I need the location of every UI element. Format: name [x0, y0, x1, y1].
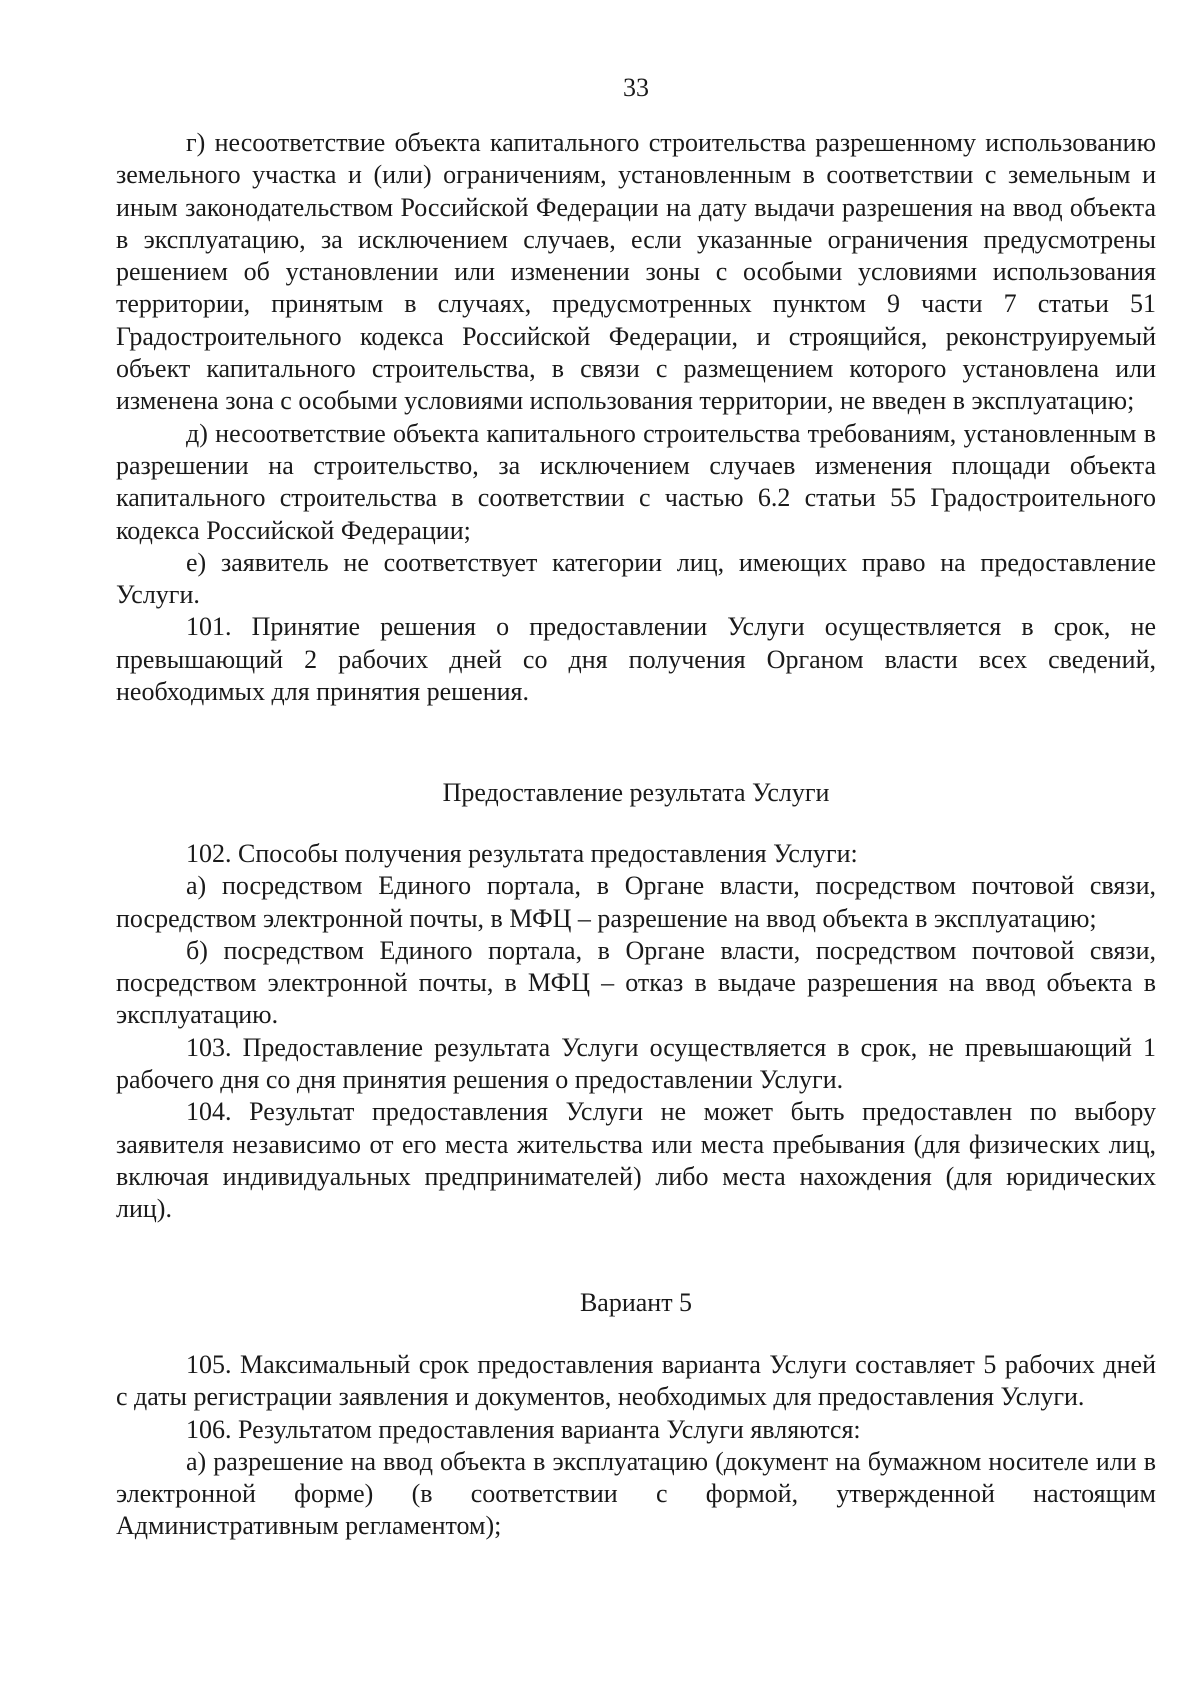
document-page [116, 0, 1156, 1697]
paragraph-item-d: д) несоответствие объекта капитального строительства требованиям, установленным в разрешении на строительство, за исключением случаев изменения площади объекта капитального строительства в соответствии с частью 6.2 статьи 55 Градостроительного кодекса Российской Федерации; [116, 418, 1156, 545]
paragraph-item-e: е) заявитель не соответствует категории лиц, имеющих право на предоставление Услуги. [116, 547, 1156, 610]
paragraph-104: 104. Результат предоставления Услуги не может быть предоставлен по выбору заявителя независимо от его места жительства или места пребывания (для физических лиц, включая индивидуальных предпринимателей) либо места нахождения (для юридических лиц). [116, 1097, 1156, 1224]
section-variant-5 [116, 1349, 1156, 1543]
paragraph-106: 106. Результатом предоставления варианта Услуги являются: [186, 1414, 861, 1444]
section-grounds-for-refusal [116, 127, 1156, 708]
paragraph-101: 101. Принятие решения о предоставлении Услуги осуществляется в срок, не превышающий 2 рабочих дней со дня получения Органом власти всех сведений, необходимых для принятия решения. [116, 612, 1156, 707]
paragraph-102-a: а) посредством Единого портала, в Органе власти, посредством почтовой связи, посредством электронной почты, в МФЦ – разрешение на ввод объекта в эксплуатацию; [116, 871, 1156, 933]
paragraph-105: 105. Максимальный срок предоставления варианта Услуги составляет 5 рабочих дней с даты регистрации заявления и документов, необходимых для предоставления Услуги. [116, 1350, 1156, 1412]
section-result-delivery [116, 838, 1156, 1226]
paragraph-102-b: б) посредством Единого портала, в Органе власти, посредством почтовой связи, посредством электронной почты, в МФЦ – отказ в выдаче разрешения на ввод объекта в эксплуатацию. [116, 935, 1156, 1030]
paragraph-102: 102. Способы получения результата предоставления Услуги: [186, 839, 858, 868]
paragraph-103: 103. Предоставление результата Услуги осуществляется в срок, не превышающий 1 рабочего дня со дня принятия решения о предоставлении Услуги. [116, 1032, 1156, 1095]
paragraph-106-a: а) разрешение на ввод объекта в эксплуатацию (документ на бумажном носителе или в электронной форме) (в соответствии с формой, утвержденной настоящим Административным регламентом); [116, 1446, 1156, 1541]
section-heading-result-delivery: Предоставление результата Услуги [442, 778, 830, 807]
paragraph-item-g: г) несоответствие объекта капитального строительства разрешенному использованию земельного участка и (или) ограничениям, установленным в соответствии с земельным и иным законодательством Российской Федерации на дату выдачи разрешения на ввод объекта в эксплуатацию, за исключением случаев, если указанные ограничения предусмотрены решением об установлении или изменении зоны с особыми условиями использования территории, принятым в случаях, предусмотренных пунктом 9 части 7 статьи 51 Градостроительного кодекса Российской Федерации, и строящийся, реконструируемый объект капитального строительства, в связи с размещением которого установлена или изменена зона с особыми условиями использования территории, не введен в эксплуатацию; [116, 128, 1156, 416]
section-heading-variant-5: Вариант 5 [579, 1288, 693, 1317]
page-number: 33 [623, 73, 649, 102]
